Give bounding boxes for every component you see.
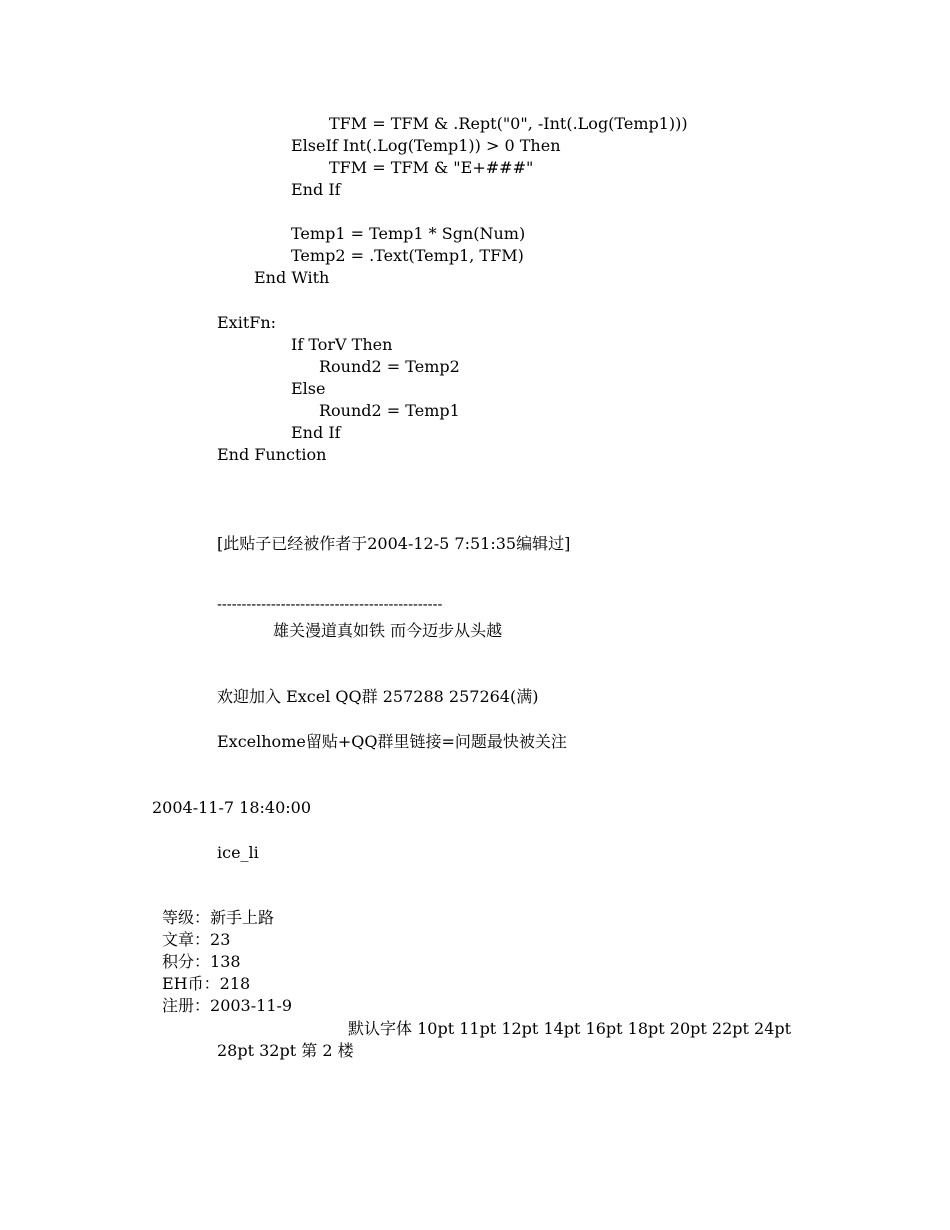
- code-line: TFM = TFM & .Rept("0", -Int(.Log(Temp1))): [329, 114, 688, 133]
- profile-label: 积分：: [162, 952, 211, 971]
- reply-username[interactable]: ice_li: [217, 843, 259, 862]
- code-line: If TorV Then: [291, 335, 393, 354]
- signature-tip: Excelhome留贴+QQ群里链接=问题最快被关注: [217, 732, 567, 751]
- profile-value: 218: [219, 974, 251, 993]
- profile-row-posts: [162, 929, 230, 951]
- profile-value: 23: [210, 930, 231, 949]
- code-line: Else: [291, 379, 326, 398]
- code-line: Temp1 = Temp1 * Sgn(Num): [291, 224, 526, 243]
- reply-timestamp: 2004-11-7 18:40:00: [152, 798, 312, 817]
- code-line: End If: [291, 180, 341, 199]
- signature-motto: 雄关漫道真如铁 而今迈步从头越: [273, 621, 503, 640]
- profile-row-coins: [162, 973, 250, 995]
- profile-value: 新手上路: [210, 908, 275, 927]
- profile-label: EH币：: [162, 974, 220, 993]
- code-line: ExitFn:: [217, 313, 277, 332]
- code-line: TFM = TFM & "E+###": [329, 158, 534, 177]
- signature-separator: ----------------------------------------------: [217, 597, 443, 613]
- profile-row-score: [162, 951, 241, 973]
- font-size-bar-line1[interactable]: 默认字体 10pt 11pt 12pt 14pt 16pt 18pt 20pt 22pt 24pt: [348, 1019, 792, 1038]
- code-line: End Function: [217, 445, 327, 464]
- profile-row-level: [162, 907, 274, 929]
- profile-row-registered: [162, 995, 292, 1017]
- code-line: End If: [291, 423, 341, 442]
- edit-note: [此贴子已经被作者于2004-12-5 7:51:35编辑过]: [217, 534, 571, 553]
- profile-label: 注册：: [162, 996, 211, 1015]
- signature-qq-group: 欢迎加入 Excel QQ群 257288 257264(满): [217, 687, 539, 706]
- code-line: Temp2 = .Text(Temp1, TFM): [291, 246, 524, 265]
- profile-value: 138: [210, 952, 241, 971]
- code-line: End With: [254, 268, 330, 287]
- font-size-bar-line2[interactable]: 28pt 32pt 第 2 楼: [217, 1041, 354, 1060]
- profile-label: 文章：: [162, 930, 211, 949]
- code-line: ElseIf Int(.Log(Temp1)) > 0 Then: [291, 136, 561, 155]
- code-line: Round2 = Temp1: [319, 401, 460, 420]
- profile-label: 等级：: [162, 908, 211, 927]
- profile-value: 2003-11-9: [210, 996, 293, 1015]
- code-line: Round2 = Temp2: [319, 357, 460, 376]
